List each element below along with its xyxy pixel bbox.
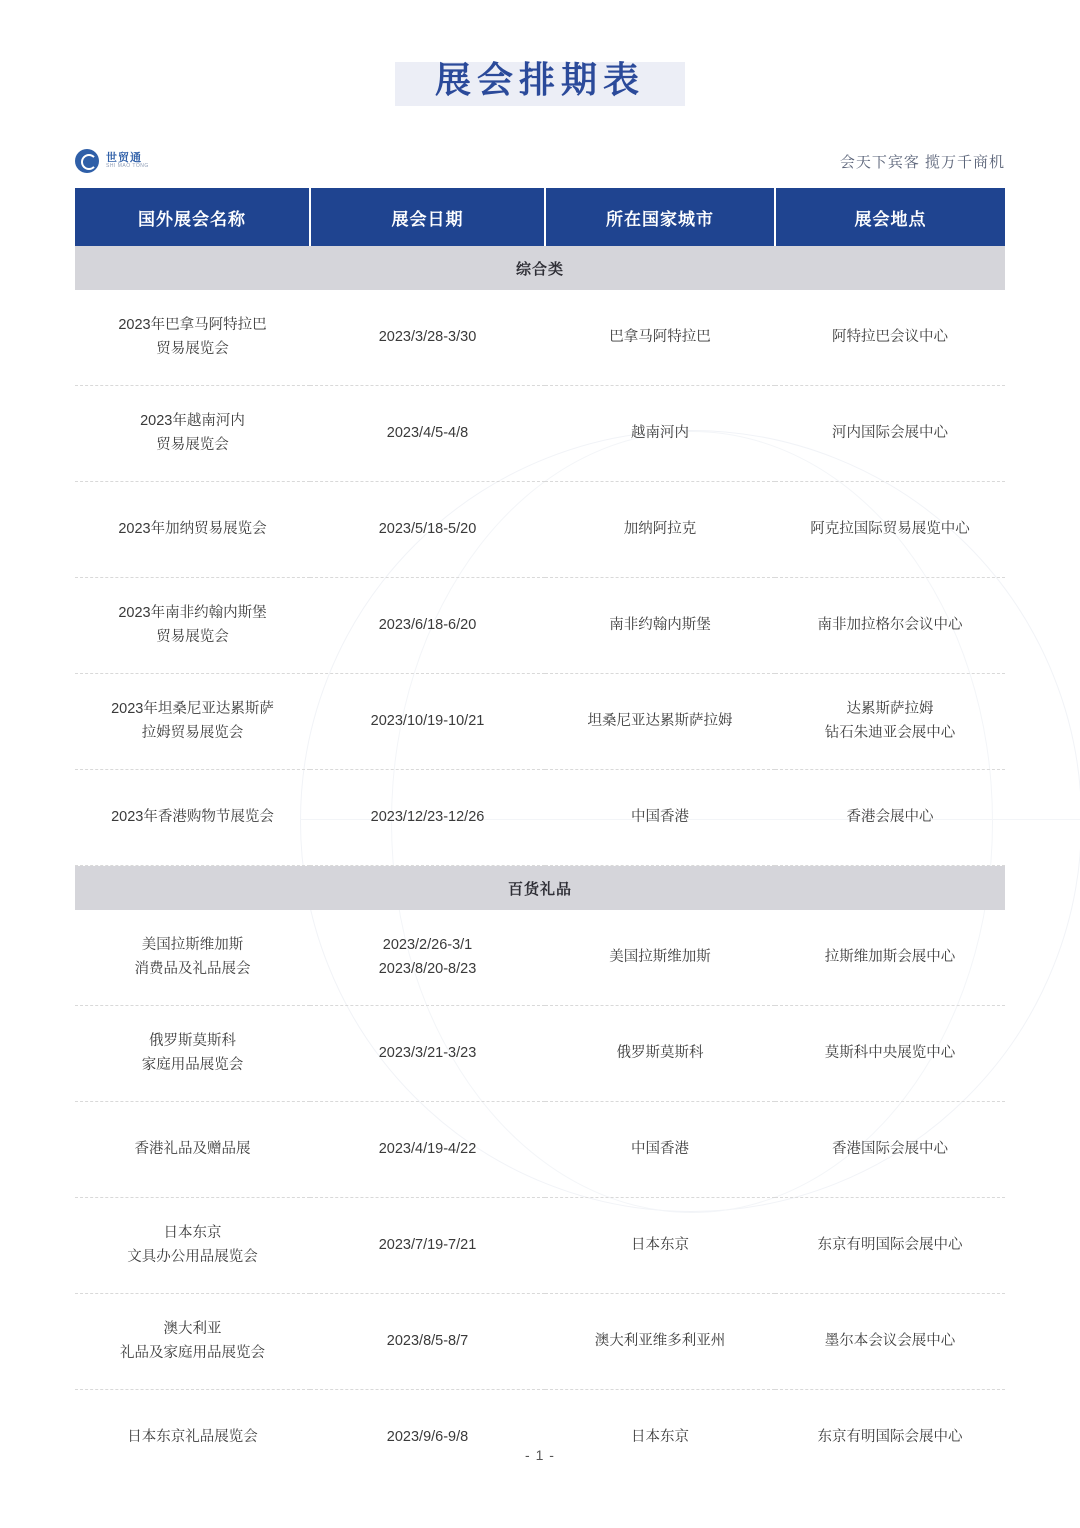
cell-exhibition-name: 2023年坦桑尼亚达累斯萨 拉姆贸易展览会 [75,674,310,770]
cell-country-city: 澳大利亚维多利亚州 [545,1294,775,1390]
cell-exhibition-name: 俄罗斯莫斯科 家庭用品展览会 [75,1006,310,1102]
column-header-city: 所在国家城市 [545,188,775,246]
cell-venue: 拉斯维加斯会展中心 [775,910,1005,1006]
cell-exhibition-date: 2023/3/21-3/23 [310,1006,545,1102]
cell-venue: 南非加拉格尔会议中心 [775,578,1005,674]
cell-country-city: 美国拉斯维加斯 [545,910,775,1006]
brand-slogan: 会天下宾客 揽万千商机 [839,153,1005,171]
cell-exhibition-name: 美国拉斯维加斯 消费品及礼品展会 [75,910,310,1006]
cell-exhibition-date: 2023/5/18-5/20 [310,482,545,578]
section-label: 百货礼品 [75,866,1005,911]
cell-exhibition-date: 2023/12/23-12/26 [310,770,545,866]
cell-exhibition-date: 2023/3/28-3/30 [310,290,545,386]
cell-country-city: 坦桑尼亚达累斯萨拉姆 [545,674,775,770]
cell-country-city: 日本东京 [545,1198,775,1294]
cell-country-city: 越南河内 [545,386,775,482]
cell-venue: 河内国际会展中心 [775,386,1005,482]
cell-exhibition-name: 2023年香港购物节展览会 [75,770,310,866]
cell-venue: 东京有明国际会展中心 [817,1428,963,1445]
page-title-band [435,52,645,103]
cell-exhibition-name: 2023年加纳贸易展览会 [75,482,310,578]
cell-venue: 墨尔本会议会展中心 [775,1294,1005,1390]
table-row [75,1390,1005,1486]
table-row [75,674,1005,770]
logo-text-block [106,153,149,170]
exhibition-schedule-table [75,188,1005,1485]
cell-venue: 莫斯科中央展览中心 [775,1006,1005,1102]
cell-exhibition-date: 2023/4/5-4/8 [310,386,545,482]
company-logo-icon [75,149,99,173]
cell-country-city: 日本东京 [631,1428,689,1445]
cell-venue: 东京有明国际会展中心 [775,1198,1005,1294]
table-section-row [75,866,1005,911]
cell-exhibition-name: 香港礼品及赠品展 [75,1102,310,1198]
cell-venue: 香港国际会展中心 [775,1102,1005,1198]
column-header-date: 展会日期 [310,188,545,246]
page-title: 展会排期表 [434,59,645,100]
cell-exhibition-date: 2023/8/5-8/7 [310,1294,545,1390]
cell-venue: 达累斯萨拉姆 钻石朱迪亚会展中心 [775,674,1005,770]
table-row [75,1294,1005,1390]
table-row [75,482,1005,578]
brand-row [75,146,1005,176]
table-row [75,578,1005,674]
column-header-name: 国外展会名称 [75,188,310,246]
table-body [75,246,1005,1485]
cell-country-city: 加纳阿拉克 [545,482,775,578]
cell-exhibition-date: 2023/9/6-9/8 [386,1428,469,1445]
cell-venue: 香港会展中心 [775,770,1005,866]
column-header-venue: 展会地点 [775,188,1005,246]
cell-exhibition-name: 日本东京礼品展览会 [127,1428,258,1445]
table-section-row [75,246,1005,290]
brand-logo [75,149,149,173]
cell-exhibition-date: 2023/2/26-3/1 2023/8/20-8/23 [310,910,545,1006]
table-row [75,290,1005,386]
page-title-container [0,0,1080,118]
table-row [75,386,1005,482]
page-number: - 1 - [525,1447,555,1463]
cell-exhibition-date: 2023/10/19-10/21 [310,674,545,770]
cell-exhibition-date: 2023/7/19-7/21 [310,1198,545,1294]
table-row [75,910,1005,1006]
cell-venue: 阿克拉国际贸易展览中心 [775,482,1005,578]
table-row [75,770,1005,866]
cell-exhibition-name: 日本东京 文具办公用品展览会 [75,1198,310,1294]
logo-name-en: SHI MAO TONG [106,163,149,170]
cell-exhibition-name: 澳大利亚 礼品及家庭用品展览会 [75,1294,310,1390]
logo-name-cn: 世贸通 [106,151,142,164]
cell-country-city: 南非约翰内斯堡 [545,578,775,674]
table-header [75,188,1005,246]
table-row [75,1006,1005,1102]
cell-country-city: 中国香港 [545,1102,775,1198]
cell-venue: 阿特拉巴会议中心 [775,290,1005,386]
cell-country-city: 巴拿马阿特拉巴 [545,290,775,386]
cell-country-city: 俄罗斯莫斯科 [545,1006,775,1102]
cell-exhibition-date: 2023/6/18-6/20 [310,578,545,674]
table-row [75,1198,1005,1294]
cell-exhibition-name: 2023年越南河内 贸易展览会 [75,386,310,482]
section-label: 综合类 [75,246,1005,290]
cell-country-city: 中国香港 [545,770,775,866]
cell-exhibition-name: 2023年巴拿马阿特拉巴 贸易展览会 [75,290,310,386]
table-header-row [75,188,1005,246]
cell-exhibition-name: 2023年南非约翰内斯堡 贸易展览会 [75,578,310,674]
table-row [75,1102,1005,1198]
cell-exhibition-date: 2023/4/19-4/22 [310,1102,545,1198]
